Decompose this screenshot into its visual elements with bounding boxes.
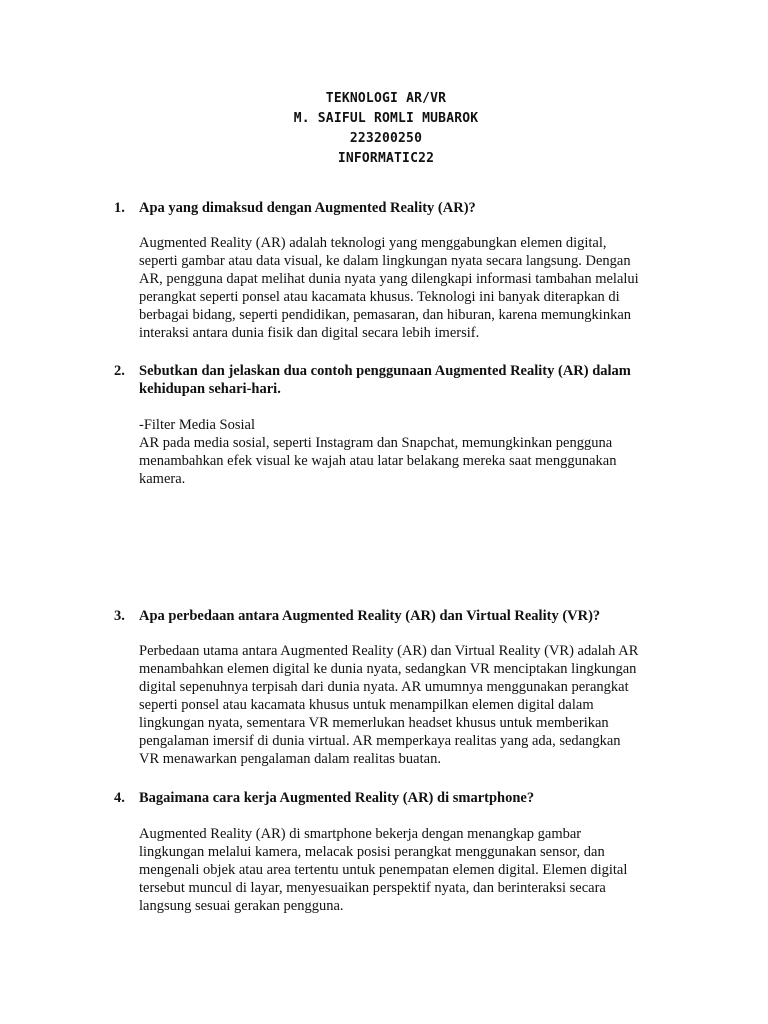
answer-block-4 — [139, 825, 699, 915]
answer-line: kamera. — [139, 471, 186, 487]
answer-line: digital sepenuhnya terpisah dari dunia nyata. AR umumnya menggunakan perangkat — [139, 679, 629, 695]
question-line: Apa perbedaan antara Augmented Reality (AR) dan Virtual Reality (VR)? — [139, 608, 601, 624]
answer-line: seperti gambar atau data visual, ke dalam lingkungan nyata secara langsung. Dengan — [139, 253, 631, 269]
answer-line: -Filter Media Sosial — [139, 417, 255, 433]
question-text — [139, 199, 699, 217]
question-number: 3. — [114, 608, 125, 624]
question-number: 4. — [114, 790, 125, 806]
question-text — [139, 362, 699, 398]
answer-line: lingkungan melalui kamera, melacak posisi perangkat menggunakan sensor, dan — [139, 844, 605, 860]
question-number: 1. — [114, 200, 125, 216]
question-line: Apa yang dimaksud dengan Augmented Reality (AR)? — [139, 200, 476, 216]
document-title: TEKNOLOGI AR/VR — [325, 91, 447, 106]
answer-line: seperti ponsel atau kacamata khusus untuk menampilkan elemen digital dalam — [139, 697, 594, 713]
answer-block-1 — [139, 234, 699, 342]
answer-block-2 — [139, 416, 699, 488]
document-header — [0, 89, 768, 169]
answer-line: interaksi antara dunia fisik dan digital secara lebih imersif. — [139, 325, 480, 341]
answer-line: VR menawarkan pengalaman dalam realitas buatan. — [139, 751, 441, 767]
question-line: kehidupan sehari-hari. — [139, 381, 281, 397]
author-name: M. SAIFUL ROMLI MUBAROK — [293, 111, 479, 126]
answer-line: mengenali objek atau area tertentu untuk penempatan elemen digital. Elemen digital — [139, 862, 628, 878]
answer-line: langsung sesuai gerakan pengguna. — [139, 898, 344, 914]
question-line: Bagaimana cara kerja Augmented Reality (AR) di smartphone? — [139, 790, 535, 806]
question-text — [139, 789, 699, 807]
answer-line: lingkungan nyata, sementara VR memerlukan headset khusus untuk memberikan — [139, 715, 609, 731]
answer-line: AR pada media sosial, seperti Instagram dan Snapchat, memungkinkan pengguna — [139, 435, 613, 451]
class-name: INFORMATIC22 — [337, 151, 435, 166]
question-text — [139, 607, 699, 625]
question-number: 2. — [114, 363, 125, 379]
answer-line: pengalaman imersif di dunia virtual. AR memperkaya realitas yang ada, sedangkan — [139, 733, 621, 749]
answer-line: menambahkan efek visual ke wajah atau latar belakang mereka saat menggunakan — [139, 453, 617, 469]
question-line: Sebutkan dan jelaskan dua contoh penggunaan Augmented Reality (AR) dalam — [139, 363, 631, 379]
answer-line: berbagai bidang, seperti pendidikan, pemasaran, dan hiburan, karena memungkinkan — [139, 307, 632, 323]
student-id: 223200250 — [349, 131, 423, 146]
answer-line: Augmented Reality (AR) di smartphone bekerja dengan menangkap gambar — [139, 826, 582, 842]
answer-block-3 — [139, 642, 699, 768]
answer-line: menambahkan elemen digital ke dunia nyata, sedangkan VR menciptakan lingkungan — [139, 661, 637, 677]
answer-line: Perbedaan utama antara Augmented Reality (AR) dan Virtual Reality (VR) adalah AR — [139, 643, 639, 659]
answer-line: perangkat seperti ponsel atau kacamata khusus. Teknologi ini banyak diterapkan di — [139, 289, 620, 305]
answer-line: AR, pengguna dapat melihat dunia nyata yang dilengkapi informasi tambahan melalui — [139, 271, 639, 287]
answer-line: Augmented Reality (AR) adalah teknologi yang menggabungkan elemen digital, — [139, 235, 607, 251]
answer-line: tersebut muncul di layar, menyesuaikan perspektif nyata, dan berinteraksi secara — [139, 880, 606, 896]
